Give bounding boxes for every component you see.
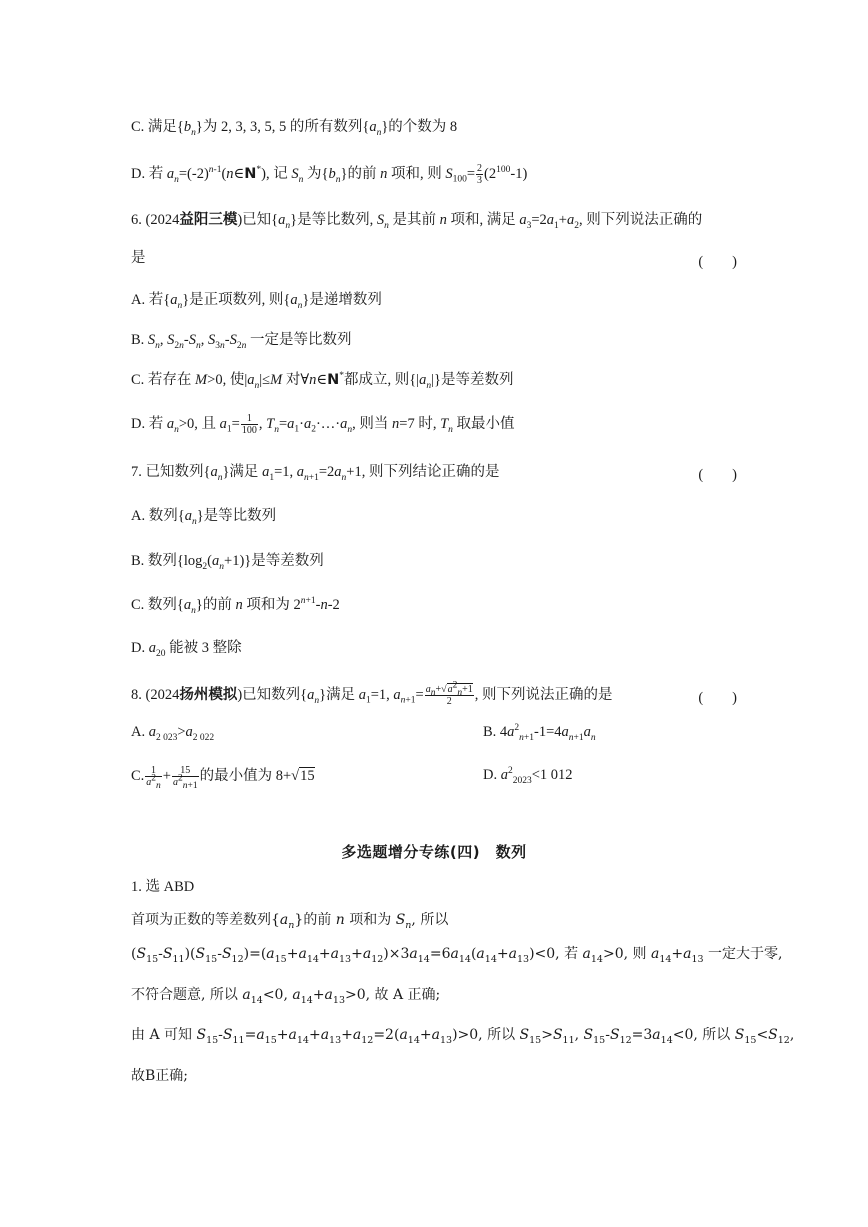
solution-line-5: 由 A 可知 $S_{15}-S_{11}=a_{15}+a_{14}+a_{13}+a_{12}=2(a_{14}+a_{13})>0$, 所以 $S_{15}>S_{11}$, $S_{15}-S_{12}=3a_{14}<0$, 所以 $S_{15}<S_{12}$, [131,1027,795,1046]
question-7-stem: 7. 已知数列$\{a_n\}$满足 $a_1=1$, $a_{n+1}=2a_n+1$, 则下列结论正确的是 [131,464,500,483]
section-title: 多选题增分专练(四) 数列 [341,843,527,861]
q8-option-d: D. $a^2_{2023}<1$ 012 [483,766,573,786]
answer-bracket-q6: ( ) [698,254,737,270]
q7-option-b: B. 数列$\{\log_2(a_n+1)\}$是等差数列 [131,553,324,572]
question-6-stem-cont: 是 [131,250,146,266]
q6-option-b: B. $S_n$, $S_{2n}-S_n$, $S_{3n}-S_{2n}$ 一定是等比数列 [131,332,352,351]
solution-line-4: 不符合题意, 所以 $a_{14}<0$, $a_{14}+a_{13}>0$, 故 A 正确; [131,987,441,1006]
q7-option-c: C. 数列$\{a_n\}$的前 n 项和为 $2^{n+1}-n-2$ [131,596,340,616]
q8-option-c: C. $\frac{1}{a^2_n}$ + $\frac{15}{a^2_{n+1}}$ 的最小值为 8+√15 [131,765,315,791]
q8-option-b: B. $4a^2_{n+1}-1=4a_{n+1}a_n$ [483,723,596,743]
solution-line-6: 故B正确; [131,1068,189,1084]
question-6-stem: 6. (2024益阳三模)已知$\{a_n\}$是等比数列, $S_n$ 是其前 n 项和, 满足 $a_3=2a_1+a_2$, 则下列说法正确的 [131,212,703,231]
q6-option-d: D. 若 $a_n>0$, 且 $a_1=$ $\frac{1}{100}$ , $T_n=a_1\cdot a_2\cdot\dots\cdot a_n$, 则当 n=7 时, $T_n$ 取最小值 [131,413,515,436]
solution-line-3: $(S_{15}-S_{11})(S_{15}-S_{12})=(a_{15}+a_{14}+a_{13}+a_{12})\times 3a_{14}=6a_{14}(a_{14}+a_{13})<0$, 若 $a_{14}>0$, 则 $a_{14}+a_{13}$ 一定大于零, [131,946,783,965]
answer-bracket-q7: ( ) [698,467,737,483]
question-8-stem: 8. (2024扬州模拟)已知数列$\{a_n\}$满足 $a_1=1$, $a_{n+1}=$ $\frac{a_n+√a^2_n+1}{2}$ , 则下列说法正确的是 [131,680,613,707]
q7-option-d: D. $a_{20}$ 能被 3 整除 [131,640,242,659]
q6-option-c: C. 若存在 M>0, 使$|a_n|\le M$ 对∀n∈N*都成立, 则$\{|a_n|\}$是等差数列 [131,371,514,391]
q8-option-a: A. $a_{2 023}>a_{2 022}$ [131,724,215,743]
option-d-prev: D. 若 $a_n=(-2)^{n-1}(n\in N^*)$, 记 $S_n$ 为$\{b_n\}$的前 n 项和, 则 $S_{100}=$ $\frac{2}{3}$ $(2^{100}-1)$ [131,163,528,186]
q7-option-a: A. 数列$\{a_n\}$是等比数列 [131,508,277,527]
solution-line-2: 首项为正数的等差数列$\{a_n\}$的前 n 项和为 $S_n$, 所以 [131,912,449,931]
q6-option-a: A. 若$\{a_n\}$是正项数列, 则$\{a_n\}$是递增数列 [131,292,382,311]
option-c-prev: C. 满足$\{b_n\}$为 2, 3, 3, 5, 5 的所有数列$\{a_n\}$的个数为 8 [131,119,458,138]
solution-line-1: 1. 选 ABD [131,879,195,895]
answer-bracket-q8: ( ) [698,690,737,706]
